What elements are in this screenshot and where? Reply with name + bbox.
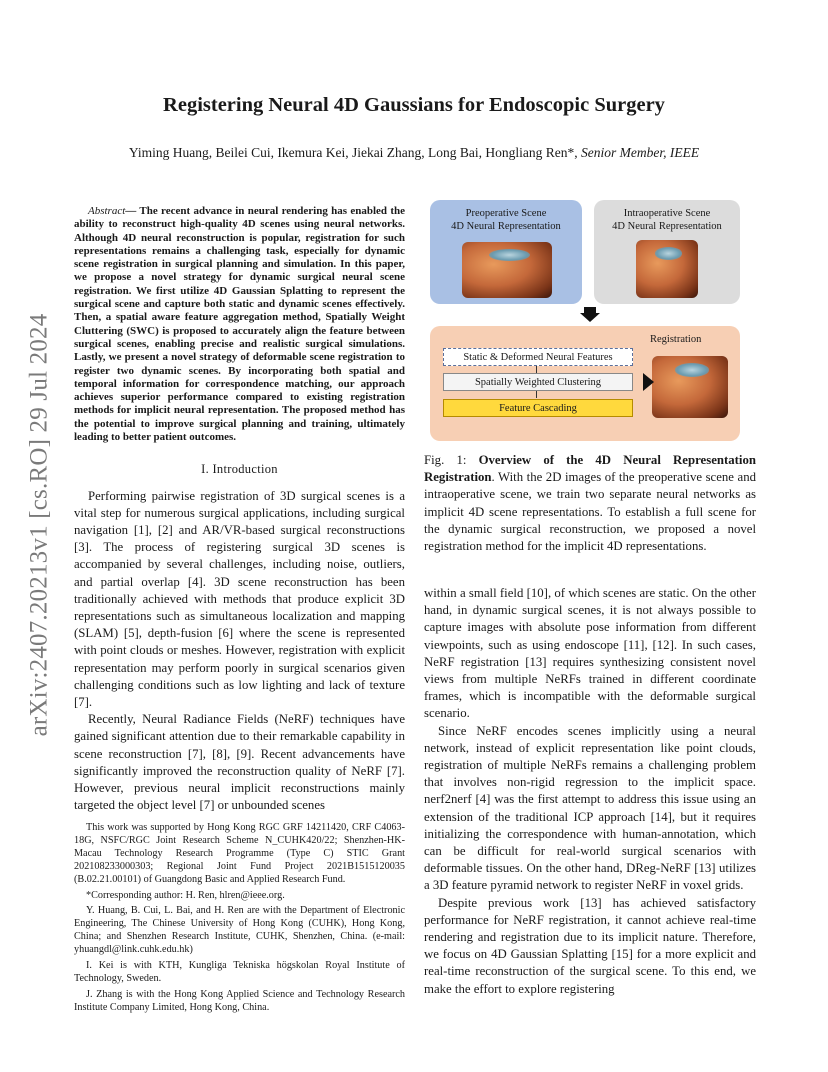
preoperative-label-line: 4D Neural Representation xyxy=(451,221,561,232)
caption-title: Overview of the 4D Neural Representation Registration xyxy=(424,453,756,485)
caption-text: . With the 2D images of the preoperative scene and intraoperative scene, we train two separate neural networks as implicit 4D scene representations. To establish a full scene for the dynamic surgical reconstruction, we proposed a novel registration method for the implicit 4D representations. xyxy=(424,470,756,554)
preoperative-label xyxy=(430,207,582,233)
section-heading: I. Introduction xyxy=(201,462,278,477)
arxiv-id-text: arXiv:2407.20213v1 [cs.RO] 29 Jul 2024 xyxy=(25,313,53,737)
intraoperative-scene-image xyxy=(636,240,698,298)
preoperative-scene-image xyxy=(462,242,552,298)
left-column xyxy=(74,205,405,814)
arrow-right-icon xyxy=(643,373,654,391)
intraoperative-label-line: Intraoperative Scene xyxy=(623,208,711,219)
preoperative-label-line: Preoperative Scene xyxy=(465,208,547,219)
footnote-funding: This work was supported by Hong Kong RGC GRF 14211420, CRF C4063-18G, NSFC/RGC Joint Research Scheme N_CUHK420/22; Shenzhen-HK-Macau Technology Research Programme (Type C) STIC Grant 202108233000303; Regional Joint Fund Project 2021B1515120035 (B.02.21.00101) of Guangdong Basic and Applied Research Fund. xyxy=(74,822,405,885)
overview-figure xyxy=(430,200,740,442)
step-spatially-weighted-clustering: Spatially Weighted Clustering xyxy=(443,373,633,391)
abstract-label: Abstract xyxy=(88,205,126,217)
body-paragraph: Since NeRF encodes scenes implicitly using a neural network, instead of explicit representation like point clouds, registration of multiple NeRFs remains a challenging problem that involves non-rigid regression to the implicit space. nerf2nerf [4] was the first attempt to address this issue using an extension of the traditional ICP approach [14], but it requires initializing the correspondence with human-annotation, which can be difficult for real-world surgical scenarios with deformable tissues. On the other hand, DReg-NeRF [13] utilizes a 3D feature pyramid network to register NeRF in voxel grids. xyxy=(424,723,756,893)
footnotes xyxy=(74,822,405,1018)
body-paragraph: Despite previous work [13] has achieved satisfactory performance for NeRF registration, it cannot achieve real-time rendering and registration due to its implicit nature. Therefore, we focus on 4D Gaussian Splatting [15] for a more explicit and real-time reconstruction of the surgical scene. To this end, we make the effort to explore registering xyxy=(424,895,756,996)
intro-paragraph: Performing pairwise registration of 3D surgical scenes is a vital step for numerous surgical applications, including surgical navigation [1], [2] and AR/VR-based surgical reconstructions [3]. The process of registering surgical 3D scenes is accompanied by several challenges, including noise, outliers, and partial overlap [4]. 3D scene reconstruction has been traditionally achieved with methods that produce explicit 3D representations such as simultaneous localization and mapping (SLAM) [5], depth-fusion [6] where the scene is represented with point clouds or meshes. However, registration with explicit representation may perform poorly in surgical scenarios given challenging conditions such as low lighting and lack of texture [7]. xyxy=(74,488,405,709)
preoperative-panel xyxy=(430,200,582,304)
right-column xyxy=(424,585,756,998)
figure-caption xyxy=(424,452,756,555)
registered-scene-image xyxy=(652,356,728,418)
arrow-down-icon xyxy=(536,391,537,398)
abstract-text: — The recent advance in neural rendering has enabled the ability to reconstruct high-quality 4D scenes using neural networks. Although 4D neural reconstruction is popular, registration for such representations remains a challenging task, especially for dynamic scene registration in surgical planning and simulation. In this paper, we propose a novel strategy for dynamic surgical neural scene registration. We first utilize 4D Gaussian Splatting to represent the surgical scene and capture both static and dynamic scenes effectively. Then, a spatial aware feature aggregation method, Spatially Weight Cluttering (SWC) is proposed to accurately align the feature between surgical scenes, enabling precise and realistic surgical simulations. Lastly, we present a novel strategy of deformable scene registration to register two dynamic scenes. By incorporating both spatial and temporal information for correspondence matching, our approach achieves superior performance compared to existing registration methods for implicit neural representation. The proposed method has the potential to improve surgical planning and training, ultimately leading to better patient outcomes. xyxy=(74,205,405,444)
body-paragraph: within a small field [10], of which scenes are static. On the other hand, in dynamic surgical scenes, it is not always possible to capture images with absolute pose information from different viewpoints, such as using endoscope [11], [12]. In such cases, NeRF registration [13] requires synthesizing consistent novel views from multiple NeRFs trained in different coordinate frames, which is incompatible with the deformable surgical scenario. xyxy=(424,586,756,721)
footnote-affiliation: Y. Huang, B. Cui, L. Bai, and H. Ren are with the Department of Electronic Engineering, The Chinese University of Hong Kong (CUHK), Hong Kong, China; and Shenzhen Research Institute, CUHK, Shenzhen, China. (e-mail: yhuangdl@link.cuhk.edu.hk) xyxy=(74,905,405,956)
registration-label: Registration xyxy=(650,334,702,345)
intro-paragraph: Recently, Neural Radiance Fields (NeRF) techniques have gained significant attention due to their remarkable capability in scene reconstruction [7], [8], [9]. Recent advancements have significantly improved the reconstruction quality of NeRF [7]. However, previous neural implicit reconstructions mainly targeted the object level [7] or unbounded scenes xyxy=(74,712,405,813)
caption-prefix: Fig. 1: xyxy=(424,453,479,467)
intraoperative-label xyxy=(594,207,740,233)
footnote-corresponding: *Corresponding author: H. Ren, hlren@ieee.org. xyxy=(86,889,285,901)
author-suffix: Senior Member, IEEE xyxy=(581,145,700,160)
intraoperative-label-line: 4D Neural Representation xyxy=(612,221,722,232)
author-names: Yiming Huang, Beilei Cui, Ikemura Kei, Jiekai Zhang, Long Bai, Hongliang Ren*, xyxy=(128,145,582,160)
paper-title: Registering Neural 4D Gaussians for Endoscopic Surgery xyxy=(163,94,665,116)
intraoperative-panel xyxy=(594,200,740,304)
step-static-deformed-features: Static & Deformed Neural Features xyxy=(443,348,633,366)
author-list xyxy=(0,145,828,161)
step-feature-cascading: Feature Cascading xyxy=(443,399,633,417)
arxiv-identifier xyxy=(24,295,54,755)
arrow-down-icon xyxy=(536,366,537,373)
footnote-affiliation: J. Zhang is with the Hong Kong Applied Science and Technology Research Institute Company Limited, Hong Kong, China. xyxy=(74,988,405,1013)
footnote-affiliation: I. Kei is with KTH, Kungliga Tekniska högskolan Royal Institute of Technology, Sweden. xyxy=(74,960,405,984)
abstract xyxy=(74,205,405,444)
